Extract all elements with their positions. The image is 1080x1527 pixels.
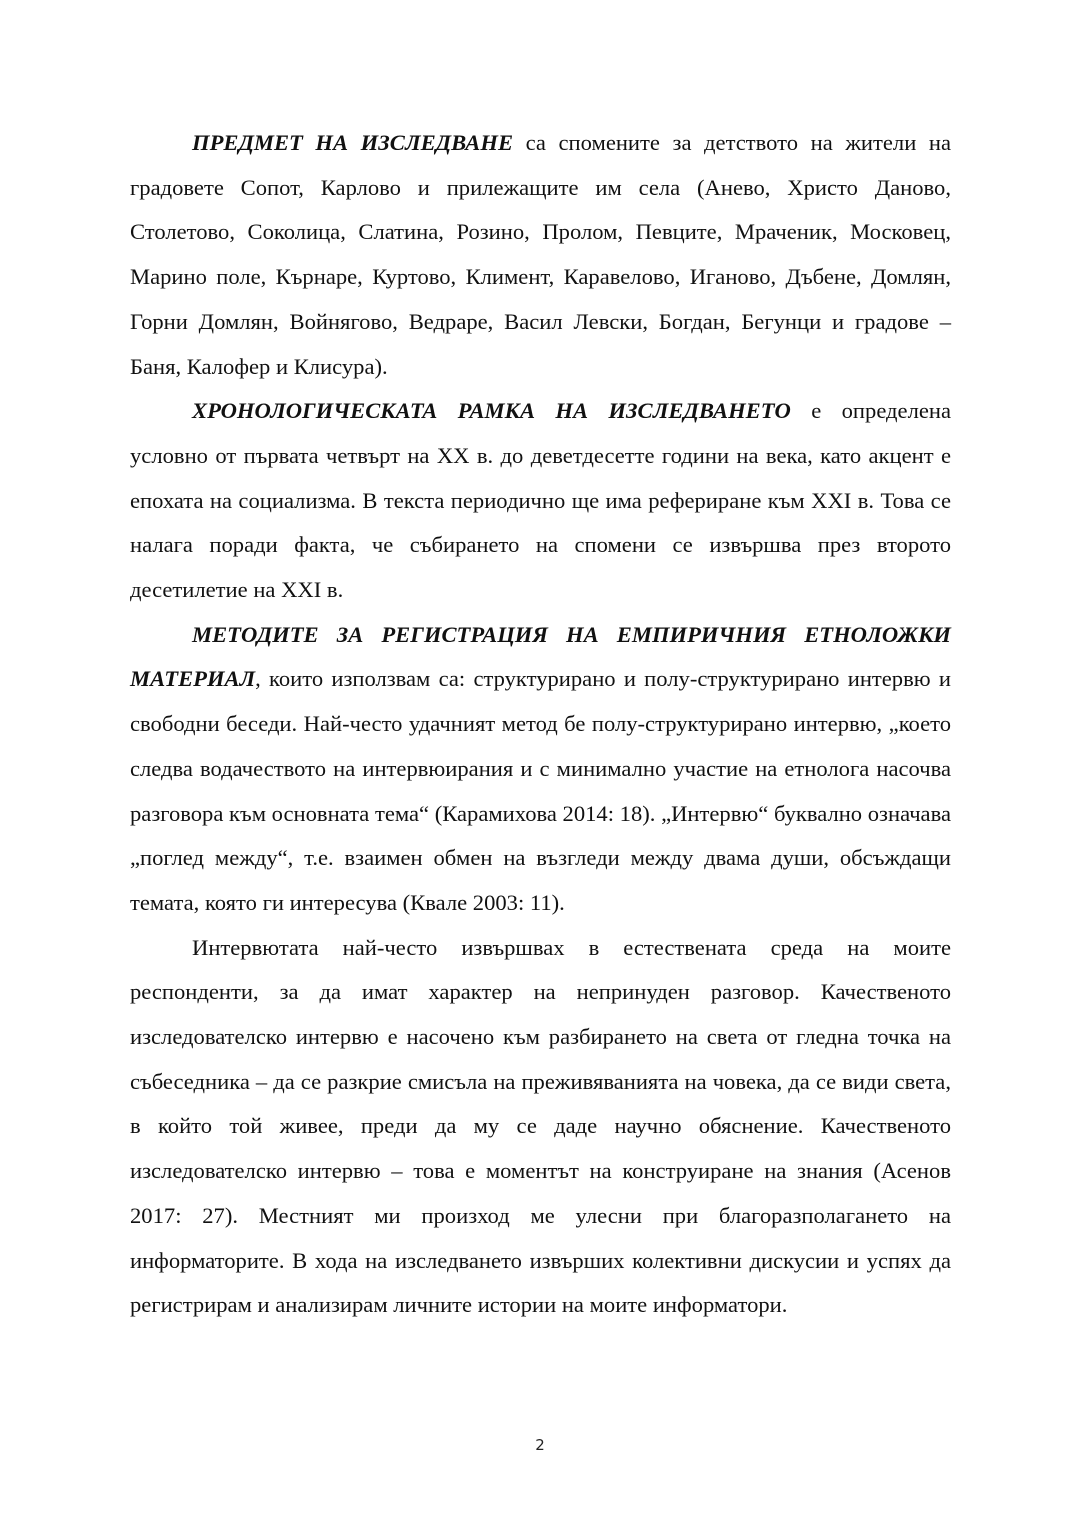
paragraph-text: Интервютата най-често извършвах в естествената среда на моите респонденти, за да имат характер на непринуден разговор. Качественото изследователско интервю е насочено към разбирането на света от гледна точка на събеседника – да се разкрие смисъла на преживяванията на човека, да се види света, в който той живее, преди да му се даде научно обяснение. Качественото изследователско интервю – това е моментът на конструиране на знания (Асенов 2017: 27). Местният ми произход ме улесни при благоразполагането на информаторите. В хода на изследването извърших колективни дискусии и успях да регистрирам и анализирам личните истории на моите информатори.	[130, 934, 951, 1318]
paragraph-interviews	[130, 926, 951, 1328]
paragraph-methods	[130, 613, 951, 926]
body-text	[130, 121, 951, 1328]
paragraph-text: са спомените за детството на жители на градовете Сопот, Карлово и прилежащите им села (Анево, Христо Даново, Столетово, Соколица, Слатина, Розино, Пролом, Певците, Мраченик, Московец, Марино поле, Кърнаре, Куртово, Климент, Каравелово, Иганово, Дъбене, Домлян, Горни Домлян, Войнягово, Ведраре, Васил Левски, Богдан, Бегунци и градове – Баня, Калофер и Клисура).	[130, 130, 952, 379]
term-chronology: ХРОНОЛОГИЧЕСКАТА РАМКА НА ИЗСЛЕДВАНЕТО	[192, 398, 791, 424]
paragraph-subject	[130, 121, 951, 389]
term-subject: ПРЕДМЕТ НА ИЗСЛЕДВАНЕ	[192, 130, 514, 155]
page-number: 2	[535, 1436, 545, 1454]
paragraph-text: , които използвам са: структурирано и полу-структурирано интервю и свободни беседи. Най-често удачният метод бе полу-структурирано интервю, „което следва водачеството на интервюирания и с минимално участие на етнолога насочва разговора към основната тема“ (Карамихова 2014: 18). „Интервю“ буквално означава „поглед между“, т.е. взаимен обмен на възгледи между двама души, обсъждащи темата, която ги интересува (Квале 2003: 11).	[130, 666, 951, 915]
term-methods: МЕТОДИТЕ ЗА РЕГИСТРАЦИЯ НА ЕМПИРИЧНИЯ ЕТНОЛОЖКИ МАТЕРИАЛ	[130, 621, 951, 692]
paragraph-text: е определена условно от първата четвърт на XX в. до деветдесетте години на века, като акцент е епохата на социализма. В текста периодично ще има рефериране към XXI в. Това се налага поради факта, че събирането на спомени се извършва през второто десетилетие на XXI в.	[130, 398, 951, 603]
paragraph-chronology	[130, 389, 951, 613]
